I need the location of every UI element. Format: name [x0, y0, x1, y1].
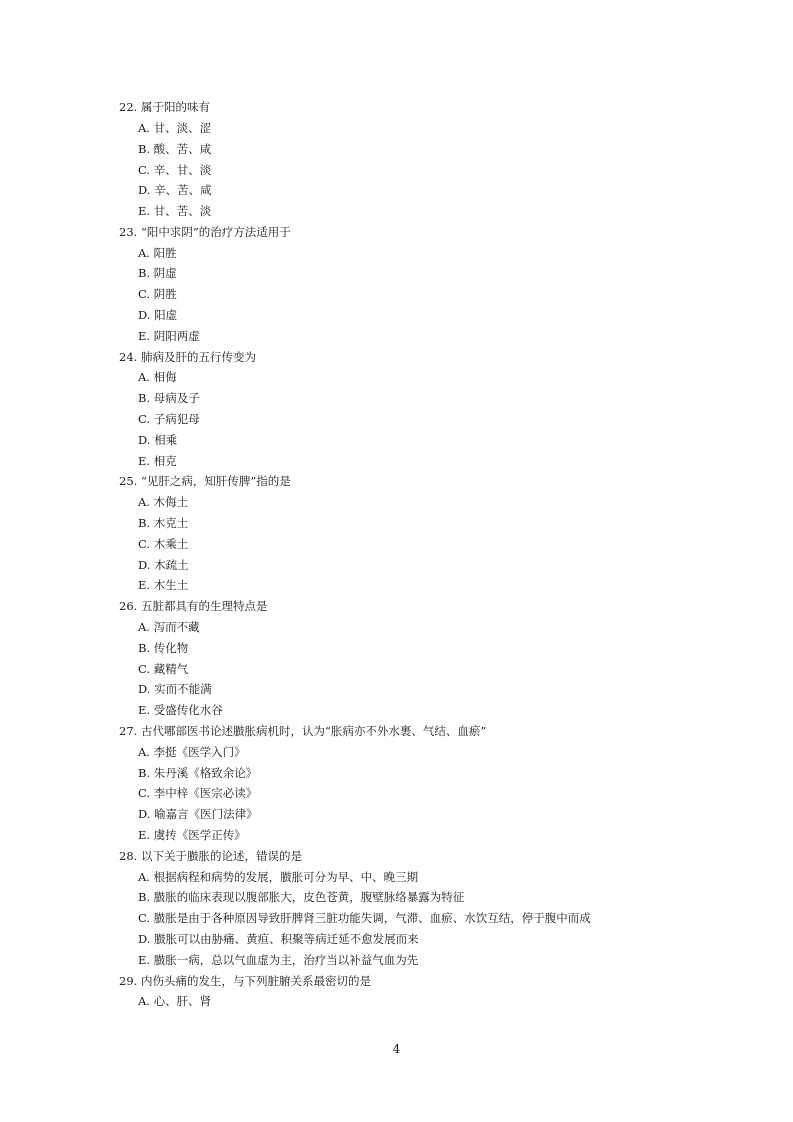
question-29-option-a: A. 心、肝、肾	[138, 994, 212, 1008]
page-number: 4	[392, 1042, 401, 1056]
question-22-option-d: D. 辛、苦、咸	[138, 183, 212, 197]
question-29-stem: 29. 内伤头痛的发生，与下列脏腑关系最密切的是	[119, 974, 371, 988]
question-22-option-e: E. 甘、苦、淡	[138, 204, 212, 218]
question-26-option-d: D. 实而不能满	[138, 682, 212, 696]
question-25-option-e: E. 木生土	[138, 578, 189, 592]
question-25-option-d: D. 木疏土	[138, 558, 189, 572]
question-27-stem: 27. 古代哪部医书论述臌胀病机时，认为“胀病亦不外水裹、气结、血瘀”	[119, 724, 487, 738]
question-24-option-c: C. 子病犯母	[138, 412, 200, 426]
question-23-stem: 23. “阳中求阴”的治疗方法适用于	[119, 225, 291, 239]
question-27-option-e: E. 虞抟《医学正传》	[138, 828, 246, 842]
question-22-stem: 22. 属于阳的味有	[119, 100, 210, 114]
question-22-option-a: A. 甘、淡、涩	[138, 121, 212, 135]
question-25-option-b: B. 木克土	[138, 516, 189, 530]
question-28-stem: 28. 以下关于臌胀的论述，错误的是	[119, 849, 302, 863]
question-28-option-b: B. 臌胀的临床表现以腹部胀大，皮色苍黄，腹壁脉络暴露为特征	[138, 890, 465, 904]
question-24-stem: 24. 肺病及肝的五行传变为	[119, 350, 256, 364]
question-23-option-d: D. 阳虚	[138, 308, 178, 322]
question-25-stem: 25. “见肝之病，知肝传脾”指的是	[119, 474, 291, 488]
question-24-option-b: B. 母病及子	[138, 391, 200, 405]
question-24-option-a: A. 相侮	[138, 370, 177, 384]
question-22-option-c: C. 辛、甘、淡	[138, 163, 212, 177]
question-27-option-b: B. 朱丹溪《格致余论》	[138, 766, 258, 780]
question-26-stem: 26. 五脏都具有的生理特点是	[119, 599, 268, 613]
question-26-option-e: E. 受盛传化水谷	[138, 703, 223, 717]
question-27-option-d: D. 喻嘉言《医门法律》	[138, 807, 258, 821]
question-28-option-c: C. 臌胀是由于各种原因导致肝脾肾三脏功能失调，气滞、血瘀、水饮互结，停于腹中而成	[138, 911, 591, 925]
question-25-option-c: C. 木乘土	[138, 537, 189, 551]
question-28-option-d: D. 臌胀可以由胁痛、黄疸、积聚等病迁延不愈发展而来	[138, 932, 419, 946]
question-27-option-c: C. 李中梓《医宗必读》	[138, 786, 258, 800]
question-22-option-b: B. 酸、苦、咸	[138, 142, 212, 156]
question-26-option-b: B. 传化物	[138, 641, 189, 655]
question-23-option-b: B. 阴虚	[138, 266, 177, 280]
question-28-option-a: A. 根据病程和病势的发展，臌胀可分为早、中、晚三期	[138, 870, 419, 884]
question-23-option-e: E. 阴阳两虚	[138, 329, 200, 343]
question-26-option-a: A. 泻而不藏	[138, 620, 200, 634]
question-23-option-a: A. 阳胜	[138, 246, 177, 260]
question-24-option-e: E. 相克	[138, 454, 177, 468]
question-27-option-a: A. 李挺《医学入门》	[138, 745, 246, 759]
question-28-option-e: E. 臌胀一病，总以气血虚为主，治疗当以补益气血为先	[138, 953, 419, 967]
question-26-option-c: C. 藏精气	[138, 662, 189, 676]
question-25-option-a: A. 木侮土	[138, 495, 189, 509]
question-24-option-d: D. 相乘	[138, 433, 178, 447]
question-23-option-c: C. 阴胜	[138, 287, 177, 301]
